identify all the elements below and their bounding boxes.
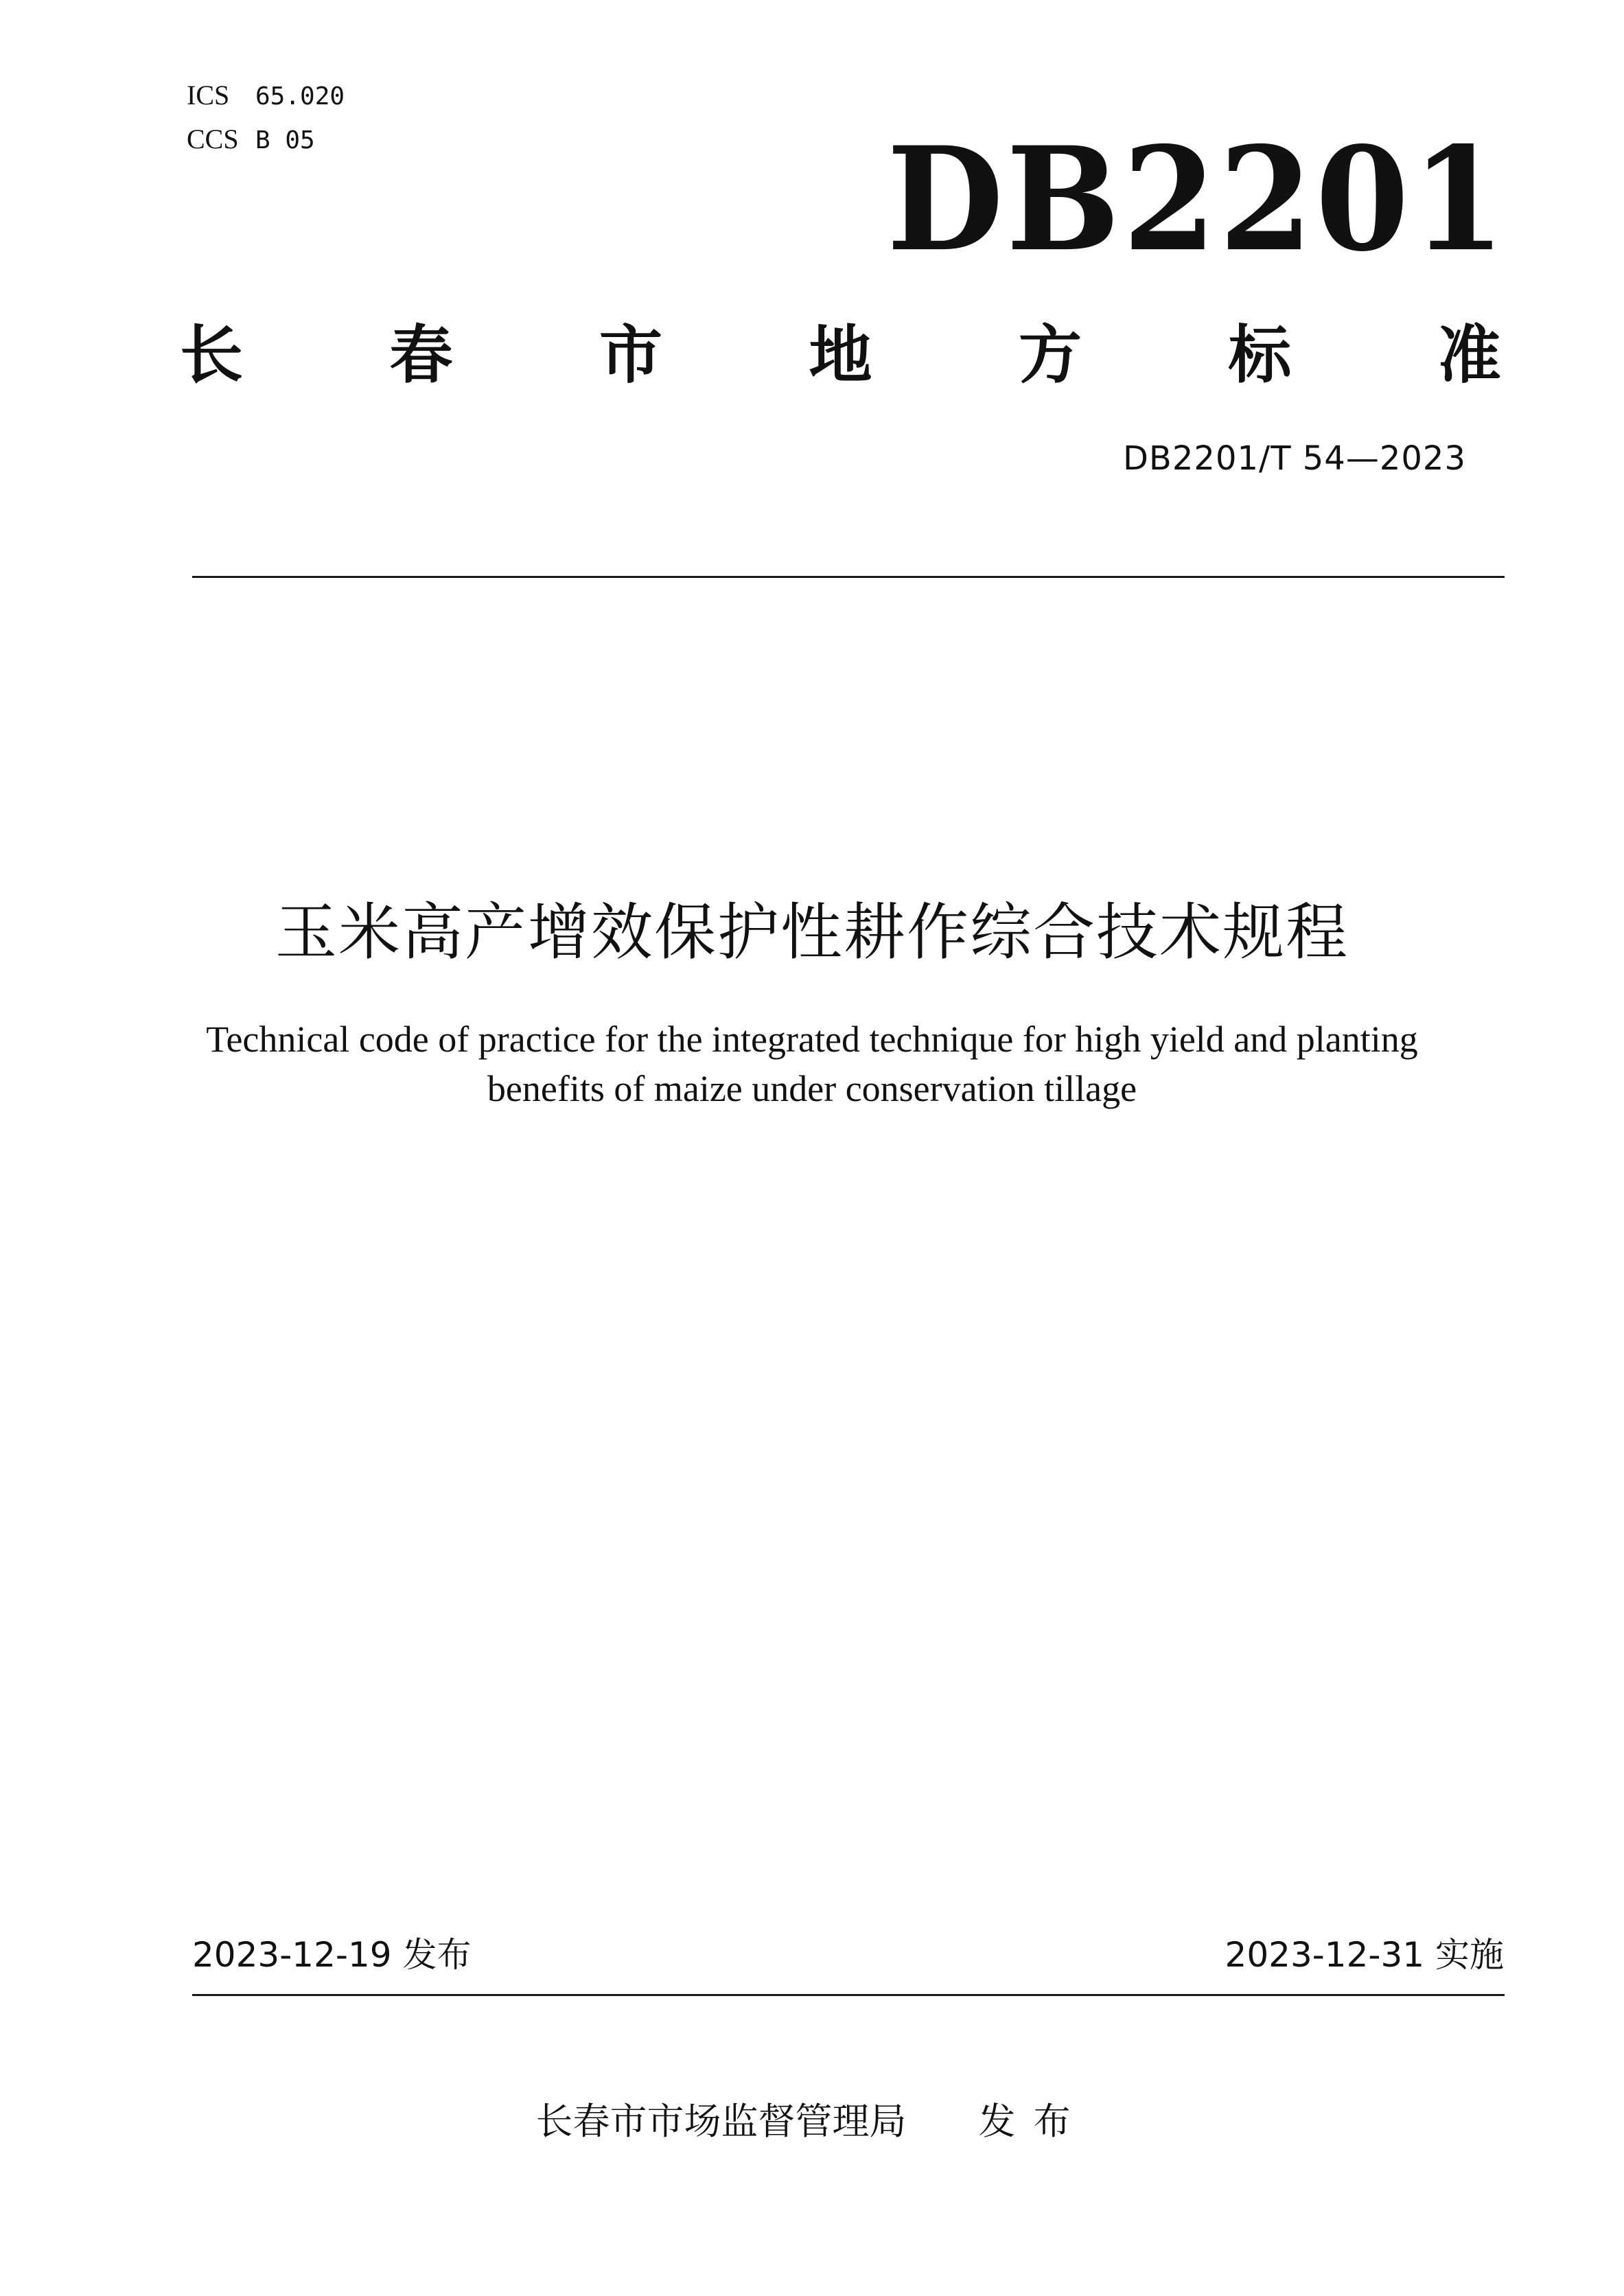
top-divider — [192, 576, 1505, 578]
standard-name-char: 春 — [389, 318, 453, 392]
standard-name-char: 地 — [809, 318, 872, 392]
english-title-line-1: Technical code of practice for the integrated technique for high yield and planting — [206, 1019, 1418, 1060]
ccs-value: B 05 — [255, 126, 315, 154]
standard-name-char: 标 — [1228, 318, 1292, 392]
classification-codes — [187, 74, 345, 162]
english-title-line-2: benefits of maize under conservation tillage — [487, 1068, 1137, 1109]
ccs-code-row — [187, 118, 345, 162]
standard-category-title — [180, 305, 1501, 395]
ics-value: 65.020 — [255, 82, 345, 111]
issuer-action: 发布 — [978, 2100, 1089, 2143]
issue-date: 2023-12-19 发布 — [192, 1935, 472, 1975]
standard-name-char: 长 — [180, 318, 244, 392]
ccs-label: CCS — [187, 124, 239, 154]
ics-code-row — [187, 74, 345, 118]
issuer-name: 长春市市场监督管理局 — [535, 2100, 907, 2143]
english-title — [0, 1014, 1624, 1113]
bottom-divider — [192, 1994, 1505, 1996]
standard-name-char: 方 — [1018, 318, 1082, 392]
standard-number: DB2201/T 54—2023 — [1122, 439, 1466, 478]
implementation-date: 2023-12-31 实施 — [1225, 1935, 1504, 1975]
standard-name-char: 准 — [1437, 318, 1501, 392]
chinese-title: 玉米高产增效保护性耕作综合技术规程 — [275, 896, 1349, 969]
ics-label: ICS — [187, 80, 230, 111]
db-mark: DB2201 — [887, 116, 1509, 283]
standard-name-char: 市 — [599, 318, 662, 392]
issuer-line — [0, 2092, 1624, 2145]
